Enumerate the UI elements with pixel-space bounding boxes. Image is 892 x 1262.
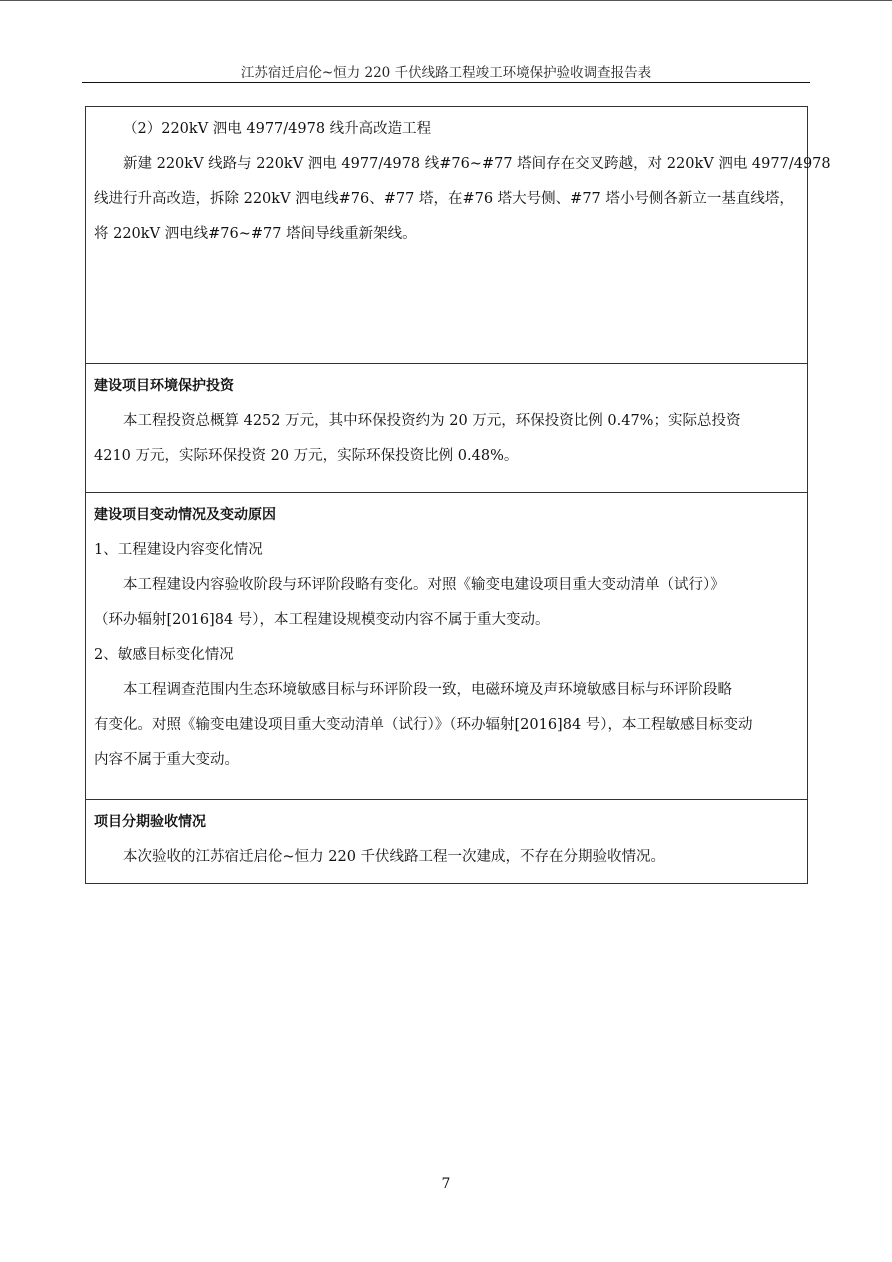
changes-item-1-text-1: 本工程建设内容验收阶段与环评阶段略有变化。对照《输变电建设项目重大变动清单（试行）》 bbox=[123, 577, 725, 593]
report-table bbox=[85, 106, 831, 884]
changes-item-2-text-1: 本工程调查范围内生态环境敏感目标与环评阶段一致，电磁环境及声环境敏感目标与环评阶段略 bbox=[123, 682, 732, 698]
section-line-upgrade bbox=[86, 107, 831, 363]
section-env-investment bbox=[86, 363, 807, 492]
changes-item-2-text-3: 内容不属于重大变动。 bbox=[94, 752, 239, 768]
top-border-line bbox=[0, 0, 892, 1]
changes-item-1-title: 1、工程建设内容变化情况 bbox=[94, 542, 263, 558]
section-line-upgrade-text-2: 线进行升高改造，拆除 220kV 泗电线#76、#77 塔，在#76 塔大号侧、#77 塔小号侧各新立一基直线塔， bbox=[94, 191, 794, 207]
section-env-investment-text-1: 本工程投资总概算 4252 万元，其中环保投资约为 20 万元，环保投资比例 0.47%；实际总投资 bbox=[123, 413, 741, 429]
section-phased-acceptance bbox=[86, 799, 807, 883]
section-line-upgrade-text-3: 将 220kV 泗电线#76~#77 塔间导线重新架线。 bbox=[94, 226, 417, 242]
section-phased-acceptance-heading: 项目分期验收情况 bbox=[94, 814, 206, 830]
page-header-title: 江苏宿迁启伦~恒力 220 千伏线路工程竣工环境保护验收调查报告表 bbox=[240, 65, 652, 81]
section-project-changes-heading: 建设项目变动情况及变动原因 bbox=[94, 507, 276, 523]
page-number: 7 bbox=[441, 1176, 451, 1192]
changes-item-2-title: 2、敏感目标变化情况 bbox=[94, 647, 234, 663]
section-line-upgrade-text-1: 新建 220kV 线路与 220kV 泗电 4977/4978 线#76~#77 塔间存在交叉跨越，对 220kV 泗电 4977/4978 bbox=[123, 156, 831, 172]
section-line-upgrade-subtitle: （2）220kV 泗电 4977/4978 线升高改造工程 bbox=[123, 121, 432, 137]
section-env-investment-heading: 建设项目环境保护投资 bbox=[94, 378, 234, 394]
section-phased-acceptance-text-1: 本次验收的江苏宿迁启伦~恒力 220 千伏线路工程一次建成，不存在分期验收情况。 bbox=[123, 849, 666, 865]
changes-item-1-text-2: （环办辐射[2016]84 号），本工程建设规模变动内容不属于重大变动。 bbox=[94, 612, 550, 628]
changes-item-2-text-2: 有变化。对照《输变电建设项目重大变动清单（试行）》（环办辐射[2016]84 号），本工程敏感目标变动 bbox=[94, 717, 753, 733]
header-rule bbox=[82, 82, 810, 83]
section-project-changes bbox=[86, 492, 807, 799]
section-env-investment-text-2: 4210 万元，实际环保投资 20 万元，实际环保投资比例 0.48%。 bbox=[94, 448, 519, 464]
